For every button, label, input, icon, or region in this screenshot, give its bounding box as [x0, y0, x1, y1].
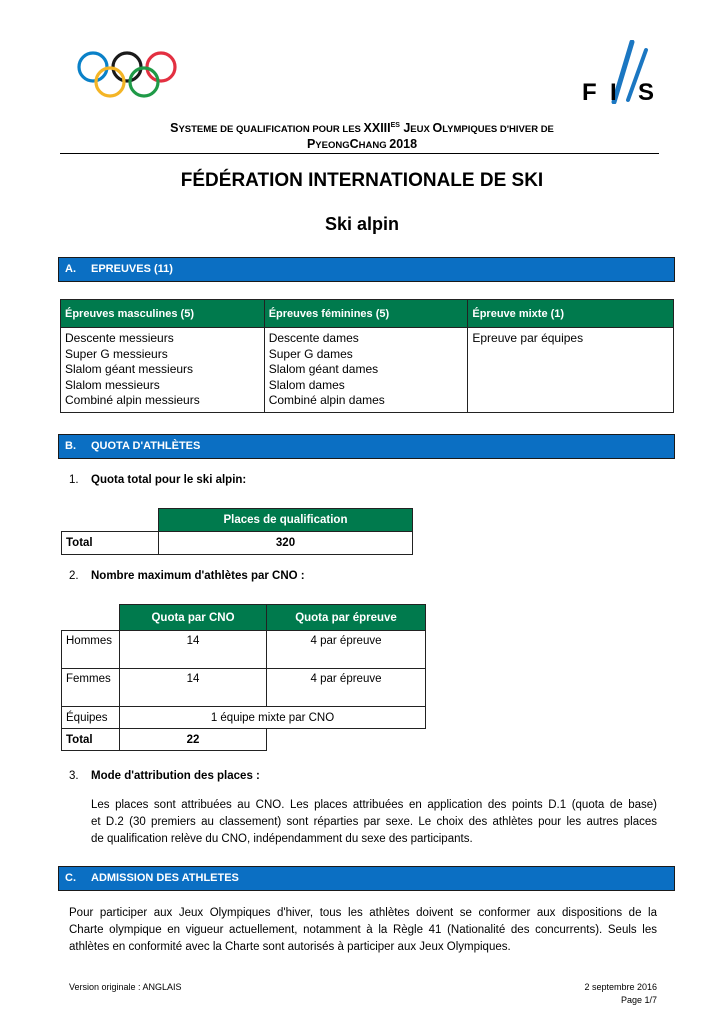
row-label-total: Total [62, 729, 120, 751]
list-item: Super G messieurs [65, 346, 168, 361]
row-label-teams: Équipes [62, 707, 120, 729]
list-item: Slalom géant dames [268, 362, 379, 376]
row-label-women: Femmes [62, 669, 120, 707]
quota-table-header: Places de qualification [159, 509, 413, 532]
attribution-paragraph [91, 797, 657, 848]
fis-letter-f: F [582, 79, 597, 104]
paragraph-line: Les places sont attribuées au CNO. Les places attribuées en application des points D.1 (quota de base) [91, 799, 657, 811]
paragraph-line: et D.2 (30 premiers au classement) sont réparties par sexe. Le choix des athlètes pour les autres places [91, 816, 657, 828]
teams-quota: 1 équipe mixte par CNO [120, 707, 426, 729]
footer-page-number: Page 1/7 [620, 995, 657, 1005]
table-row [62, 669, 426, 707]
events-table-header [61, 300, 674, 328]
column-header-men: Épreuves masculines (5) [61, 300, 265, 328]
footer-date: 2 septembre 2016 [584, 982, 657, 992]
list-item: Combiné alpin dames [268, 393, 385, 407]
list-item: Descente dames [268, 331, 359, 345]
fis-letter-i: I [610, 79, 617, 104]
list-item: Descente messieurs [65, 331, 174, 345]
paragraph-line: Pour participer aux Jeux Olympiques d'hiver, tous les athlètes doivent se conformer aux dispositions de la [69, 907, 657, 919]
row-label-men: Hommes [62, 631, 120, 669]
fis-letter-s: S [638, 79, 655, 104]
cno-quota-table [61, 604, 426, 751]
item-2-heading: 2. Nombre maximum d'athlètes par CNO : [69, 570, 305, 582]
men-event-quota: 4 par épreuve [267, 631, 426, 669]
ring-blue [79, 53, 107, 81]
column-header-women: Épreuves féminines (5) [264, 300, 468, 328]
paragraph-line: de qualification relève du CNO, indépendamment du sexe des participants. [91, 833, 473, 845]
table-row [62, 707, 426, 729]
column-header-mixed: Épreuve mixte (1) [468, 300, 674, 328]
section-a-bar [58, 257, 675, 282]
document-subtitle-line1: SYSTEME DE QUALIFICATION POUR LES $XXIII^{ES}$ JEUX OLYMPIQUES D'HIVER DE [170, 121, 554, 135]
ring-red [147, 53, 175, 81]
quota-total-value: 320 [159, 532, 413, 555]
mixed-events-cell [468, 328, 674, 413]
item-1-heading: 1. Quota total pour le ski alpin: [69, 474, 247, 486]
fis-logo [580, 40, 660, 104]
ring-green [130, 68, 158, 96]
paragraph-line: Charte olympique en vigueur actuellement, notamment à la Règle 41 (Nationalité des concurrents). Seuls les [69, 924, 657, 936]
paragraph-line: athlètes en conformité avec la Charte sont autorisés à participer aux Jeux Olympiques. [69, 941, 511, 953]
section-b-title: QUOTA D'ATHLÈTES [91, 440, 201, 452]
header-divider [60, 153, 659, 154]
events-table-row [61, 328, 674, 413]
olympic-rings-logo [76, 50, 180, 100]
ring-black [113, 53, 141, 81]
men-cno-quota: 14 [120, 631, 267, 669]
section-b-label: B. [65, 440, 76, 452]
footer-version: Version originale : ANGLAIS [69, 982, 182, 992]
quota-row-label: Total [62, 532, 159, 555]
list-item: Epreuve par équipes [472, 331, 584, 345]
section-b-bar [58, 434, 675, 459]
table-row [62, 532, 413, 555]
column-header-event: Quota par épreuve [267, 605, 426, 631]
federation-title: FÉDÉRATION INTERNATIONALE DE SKI [180, 170, 544, 191]
empty-cell [267, 729, 426, 751]
women-cno-quota: 14 [120, 669, 267, 707]
document-subtitle-line2: PYEONGCHANG 2018 [306, 137, 418, 151]
list-item: Slalom géant messieurs [65, 362, 194, 376]
section-c-title: ADMISSION DES ATHLETES [91, 872, 239, 884]
empty-cell [62, 509, 159, 532]
quota-total-table [61, 508, 413, 555]
list-item: Combiné alpin messieurs [65, 393, 200, 407]
list-item: Super G dames [268, 346, 353, 361]
ring-yellow [96, 68, 124, 96]
women-event-quota: 4 par épreuve [267, 669, 426, 707]
list-item: Slalom messieurs [65, 377, 160, 392]
section-a-title: EPREUVES (11) [91, 263, 173, 275]
table-row [62, 729, 426, 751]
list-item: Slalom dames [268, 377, 345, 392]
men-events-cell [61, 328, 265, 413]
section-a-label: A. [65, 263, 76, 275]
women-events-cell [264, 328, 468, 413]
section-c-label: C. [65, 872, 76, 884]
total-cno-quota: 22 [120, 729, 267, 751]
table-row [62, 631, 426, 669]
admission-paragraph [69, 905, 657, 956]
discipline-title: Ski alpin [324, 214, 400, 234]
item-3-heading: 3. Mode d'attribution des places : [69, 770, 260, 782]
column-header-cno: Quota par CNO [120, 605, 267, 631]
section-c-bar [58, 866, 675, 891]
events-table [60, 299, 674, 413]
empty-cell [62, 605, 120, 631]
